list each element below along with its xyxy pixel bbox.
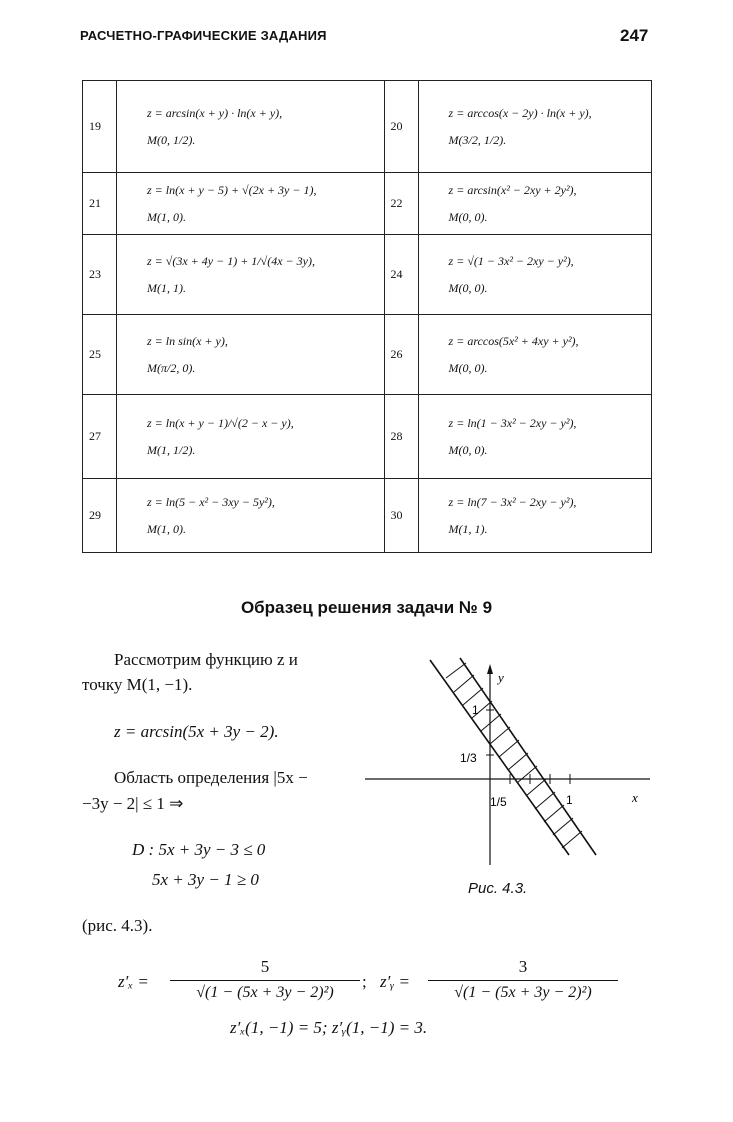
table-row [83, 395, 652, 479]
function-formula: z = arcsin(5x + 3y − 2). [114, 722, 279, 741]
table-row [83, 173, 652, 235]
task-cell [117, 81, 385, 173]
task-point: M(π/2, 0). [147, 360, 196, 375]
section-title: Образец решения задачи № 9 [240, 598, 493, 617]
task-cell [117, 479, 385, 553]
zy-numerator: 3 [518, 957, 528, 976]
boundary-line-lower [430, 660, 569, 855]
task-point: M(1, 0). [147, 521, 186, 536]
task-formula: z = ln sin(x + y), [147, 333, 228, 348]
paragraph-line: −3y − 2| ≤ 1 ⇒ [82, 794, 184, 813]
task-cell [418, 479, 651, 553]
task-point: M(1, 1). [448, 521, 488, 536]
task-cell [117, 395, 385, 479]
zy-lhs: z′ᵧ = [380, 972, 410, 991]
task-formula: z = ln(1 − 3x² − 2xy − y²), [448, 415, 577, 430]
task-number: 24 [384, 235, 418, 315]
task-cell [418, 81, 651, 173]
boundary-line-upper [460, 658, 596, 855]
paragraph-line: Рассмотрим функцию z и [114, 650, 298, 669]
zx-lhs: z′ₓ = [118, 972, 149, 991]
task-formula: z = √(1 − 3x² − 2xy − y²), [448, 253, 574, 268]
task-cell [418, 315, 651, 395]
task-number: 20 [384, 81, 418, 173]
y-axis-label: y [498, 670, 504, 685]
fraction-bar [428, 980, 618, 981]
table-row [83, 81, 652, 173]
task-point: M(0, 0). [448, 442, 488, 457]
task-formula: z = arccos(x − 2y) · ln(x + y), [448, 105, 592, 120]
axis-ticks [486, 710, 570, 784]
page-number: 247 [620, 26, 649, 45]
x-axis-label: x [632, 790, 638, 805]
figure-reference: (рис. 4.3). [82, 916, 153, 935]
table-row [83, 235, 652, 315]
task-point: M(0, 0). [448, 360, 488, 375]
task-cell [418, 173, 651, 235]
tasks-table [82, 80, 652, 553]
task-formula: z = arcsin(x + y) · ln(x + y), [147, 105, 283, 120]
task-formula: z = ln(x + y − 1)/√(2 − x − y), [147, 415, 294, 430]
task-formula: z = ln(x + y − 5) + √(2x + 3y − 1), [147, 182, 317, 197]
task-formula: z = √(3x + 4y − 1) + 1/√(4x − 3y), [147, 253, 315, 268]
task-point: M(0, 1/2). [147, 132, 196, 147]
task-number: 27 [83, 395, 117, 479]
task-formula: z = ln(5 − x² − 3xy − 5y²), [147, 494, 275, 509]
task-number: 28 [384, 395, 418, 479]
fraction-bar [170, 980, 360, 981]
domain-strip [430, 660, 596, 855]
task-number: 21 [83, 173, 117, 235]
task-number: 29 [83, 479, 117, 553]
tick-label-y-1-3: 1/3 [460, 751, 477, 765]
task-cell [418, 395, 651, 479]
task-number: 19 [83, 81, 117, 173]
domain-figure [360, 650, 660, 880]
zx-denominator: √(1 − (5x + 3y − 2)²) [196, 984, 334, 1001]
task-point: M(3/2, 1/2). [448, 132, 507, 147]
task-number: 30 [384, 479, 418, 553]
zy-denominator: √(1 − (5x + 3y − 2)²) [454, 984, 592, 1001]
task-number: 23 [83, 235, 117, 315]
task-cell [117, 173, 385, 235]
tick-label-x-1: 1 [566, 793, 573, 807]
task-point: M(1, 0). [147, 209, 186, 224]
task-cell [418, 235, 651, 315]
zx-numerator: 5 [260, 957, 270, 976]
task-point: M(0, 0). [448, 209, 488, 224]
task-number: 26 [384, 315, 418, 395]
task-number: 22 [384, 173, 418, 235]
running-header: РАСЧЕТНО-ГРАФИЧЕСКИЕ ЗАДАНИЯ [80, 28, 327, 43]
task-point: M(1, 1/2). [147, 442, 196, 457]
separator: ; [362, 972, 367, 991]
table-row [83, 479, 652, 553]
task-number: 25 [83, 315, 117, 395]
tick-label-x-1-5: 1/5 [490, 795, 507, 809]
domain-inequality: 5x + 3y − 1 ≥ 0 [152, 870, 259, 889]
paragraph-line: Область определения |5x − [114, 768, 308, 787]
domain-inequality: D : 5x + 3y − 3 ≤ 0 [132, 840, 266, 859]
table-row [83, 315, 652, 395]
paragraph-line: точку M(1, −1). [82, 675, 193, 694]
derivative-values: z′ₓ(1, −1) = 5; z′ᵧ(1, −1) = 3. [230, 1018, 428, 1037]
task-cell [117, 315, 385, 395]
task-cell [117, 235, 385, 315]
y-axis-arrow-icon [487, 664, 493, 674]
tick-label-y-1: 1 [472, 703, 479, 717]
task-formula: z = arcsin(x² − 2xy + 2y²), [448, 182, 577, 197]
task-point: M(0, 0). [448, 280, 488, 295]
task-formula: z = ln(7 − 3x² − 2xy − y²), [448, 494, 577, 509]
task-point: M(1, 1). [147, 280, 186, 295]
task-formula: z = arccos(5x² + 4xy + y²), [448, 333, 579, 348]
figure-caption: Рис. 4.3. [468, 880, 528, 897]
